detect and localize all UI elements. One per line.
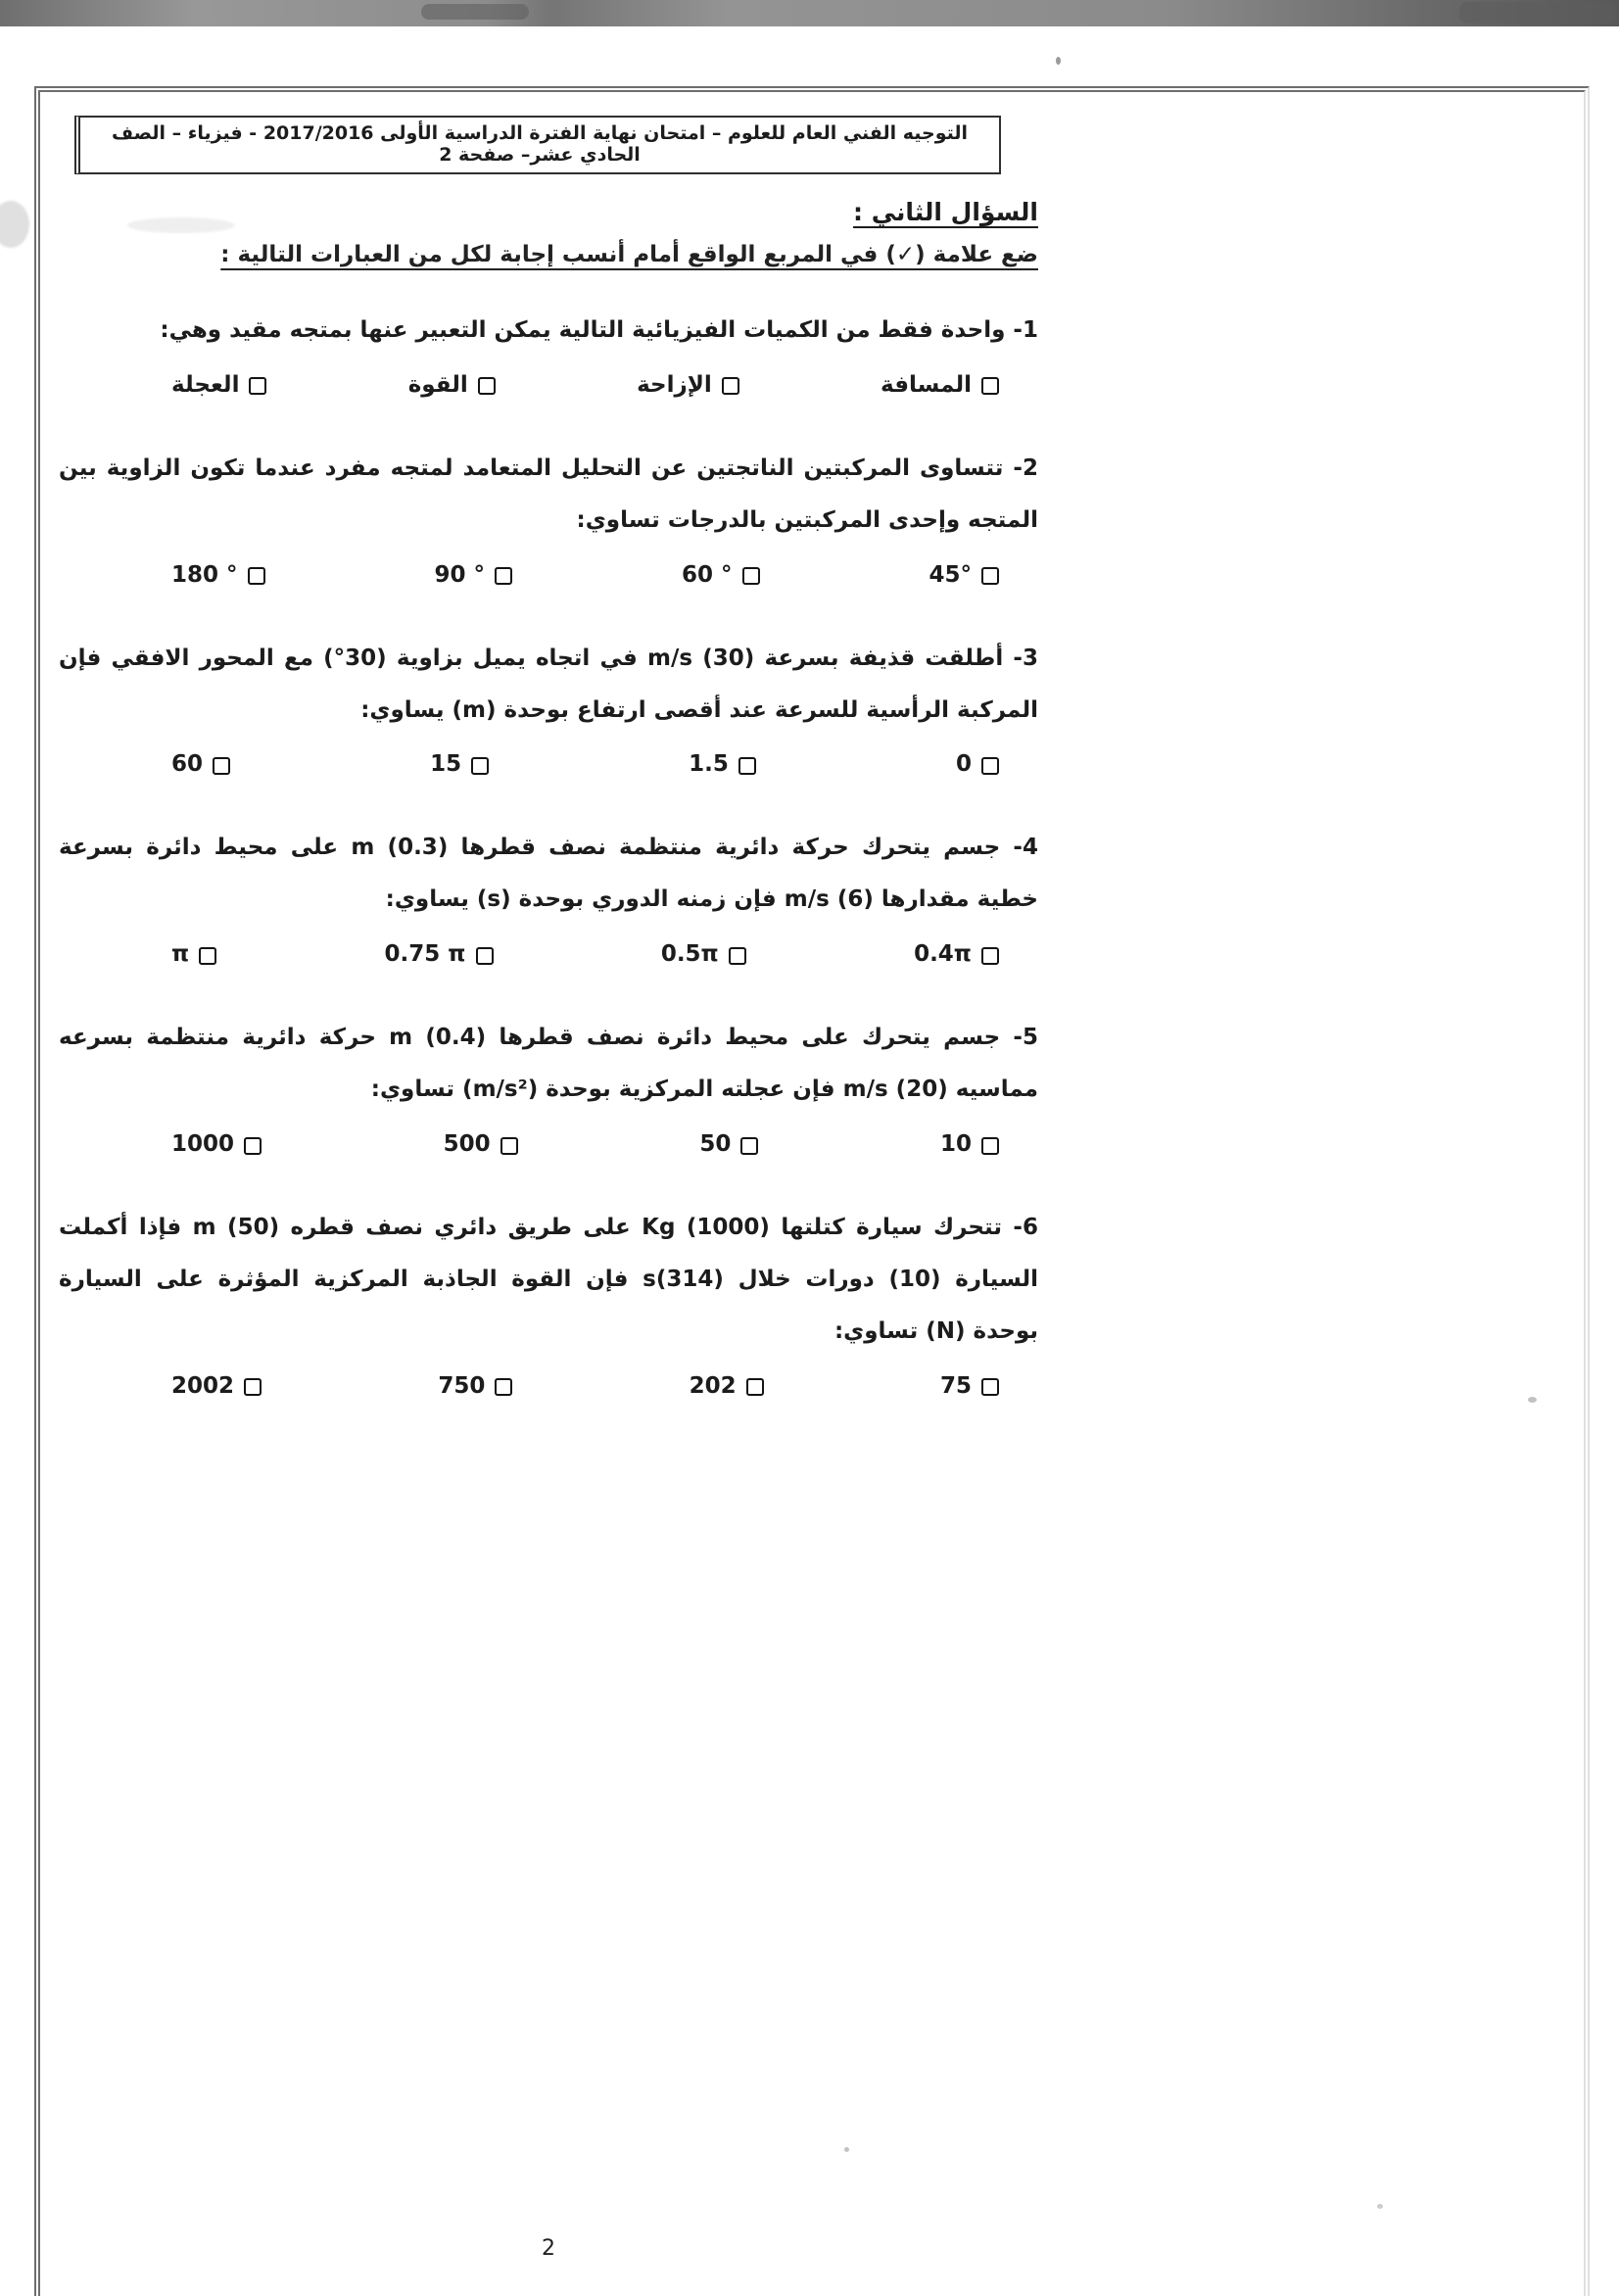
option-label: 0.75 π — [384, 941, 466, 968]
question-4 — [59, 822, 1038, 967]
option — [171, 751, 230, 777]
scan-blotch-artifact — [421, 4, 529, 20]
option-label: 500 — [443, 1131, 491, 1158]
question-4-options — [59, 941, 1038, 967]
exam-header-text: التوجيه الفني العام للعلوم – امتحان نهاية الفترة الدراسية الأولى 2017/2016 - فيزياء – الصف الحادي عشر– صفحة 2 — [111, 122, 969, 166]
option — [940, 1131, 999, 1157]
option-label: 180 ° — [171, 561, 238, 588]
checkbox-icon[interactable] — [738, 757, 756, 775]
option — [171, 562, 265, 588]
checkbox-icon[interactable] — [722, 377, 739, 395]
option — [699, 1131, 758, 1157]
question-1 — [59, 305, 1038, 398]
option — [435, 562, 513, 588]
checkbox-icon[interactable] — [244, 1378, 262, 1396]
checkbox-icon[interactable] — [742, 567, 760, 585]
option-label: 0.5π — [660, 941, 719, 968]
option — [956, 751, 999, 777]
option-label: 1.5 — [689, 751, 729, 778]
question-2-options — [59, 562, 1038, 588]
speck-artifact — [1056, 57, 1061, 65]
checkbox-icon[interactable] — [981, 757, 999, 775]
option-label: الإزاحة — [637, 371, 712, 398]
option — [438, 1373, 512, 1399]
checkbox-icon[interactable] — [981, 947, 999, 965]
checkbox-icon[interactable] — [981, 377, 999, 395]
option — [661, 941, 746, 967]
option-label: 50 — [699, 1131, 732, 1158]
option-label: π — [171, 941, 190, 968]
checkbox-icon[interactable] — [495, 567, 512, 585]
option-label: 90 ° — [434, 561, 486, 588]
checkbox-icon[interactable] — [500, 1137, 518, 1155]
option — [881, 372, 999, 398]
checkbox-icon[interactable] — [478, 377, 496, 395]
option-label: 0 — [955, 751, 972, 778]
option — [444, 1131, 518, 1157]
checkbox-icon[interactable] — [746, 1378, 764, 1396]
option — [637, 372, 739, 398]
question-4-text: 4- جسم يتحرك حركة دائرية منتظمة نصف قطرها (0.3) m على محيط دائرة بسرعة خطية مقدارها (6) m/s فإن زمنه الدوري بوحدة (s) يساوي: — [59, 835, 1038, 913]
checkbox-icon[interactable] — [248, 567, 265, 585]
instructions-text: ضع علامة (✓) في المربع الواقع أمام أنسب إجابة لكل من العبارات التالية : — [220, 242, 1038, 267]
scan-blotch-artifact — [1459, 2, 1616, 24]
question-6-options — [59, 1373, 1038, 1399]
option-label: 0.4π — [914, 941, 972, 968]
question-1-text: 1- واحدة فقط من الكميات الفيزيائية التالية يمكن التعبير عنها بمتجه مقيد وهي: — [160, 317, 1038, 343]
checkbox-icon[interactable] — [981, 1378, 999, 1396]
checkbox-icon[interactable] — [729, 947, 746, 965]
option-label: 750 — [438, 1372, 486, 1399]
checkbox-icon[interactable] — [213, 757, 230, 775]
checkbox-icon[interactable] — [199, 947, 216, 965]
checkbox-icon[interactable] — [471, 757, 489, 775]
option-label: 60 ° — [682, 561, 733, 588]
speck-artifact — [1528, 1397, 1537, 1403]
option-label: 45° — [929, 561, 972, 588]
option-label: 75 — [939, 1372, 972, 1399]
checkbox-icon[interactable] — [244, 1137, 262, 1155]
option-label: العجلة — [171, 371, 240, 398]
option — [682, 562, 760, 588]
option — [171, 1373, 262, 1399]
option-label: المسافة — [881, 371, 972, 398]
option-label: 60 — [171, 751, 204, 778]
option — [914, 941, 999, 967]
option-label: 15 — [430, 751, 462, 778]
option — [929, 562, 999, 588]
page-number: 2 — [542, 2236, 555, 2261]
scan-strip-artifact — [0, 0, 1619, 26]
question-3-options — [59, 751, 1038, 777]
option — [385, 941, 494, 967]
exam-header — [74, 116, 1001, 174]
question-6 — [59, 1202, 1038, 1399]
checkbox-icon[interactable] — [476, 947, 494, 965]
smudge-artifact — [0, 201, 29, 248]
checkbox-icon[interactable] — [249, 377, 266, 395]
option — [940, 1373, 999, 1399]
question-6-text: 6- تتحرك سيارة كتلتها (1000) Kg على طريق دائري نصف قطره (50) m فإذا أكملت السيارة (10) دورات خلال (314)s فإن القوة الجاذبة المركزية المؤثرة على السيارة بوحدة (N) تساوي: — [59, 1215, 1038, 1344]
question-3 — [59, 633, 1038, 778]
option-label: 10 — [939, 1131, 972, 1158]
checkbox-icon[interactable] — [981, 567, 999, 585]
option — [690, 1373, 764, 1399]
option — [171, 1131, 262, 1157]
question-5-text: 5- جسم يتحرك على محيط دائرة نصف قطرها (0.4) m حركة دائرية منتظمة بسرعه مماسيه (20) m/s فإن عجلته المركزية بوحدة (m/s²) تساوي: — [59, 1025, 1038, 1103]
option — [408, 372, 496, 398]
section-title: السؤال الثاني : — [853, 198, 1038, 226]
question-3-text: 3- أطلقت قذيفة بسرعة (30) m/s في اتجاه يميل بزاوية (30°) مع المحور الافقي فإن المركبة الرأسية للسرعة عند أقصى ارتفاع بوحدة (m) يساوي: — [59, 645, 1038, 723]
checkbox-icon[interactable] — [981, 1137, 999, 1155]
exam-page — [59, 116, 1038, 1444]
question-2-text: 2- تتساوى المركبتين الناتجتين عن التحليل المتعامد لمتجه مفرد عندما تكون الزاوية بين المتجه وإحدى المركبتين بالدرجات تساوي: — [59, 454, 1038, 533]
checkbox-icon[interactable] — [495, 1378, 512, 1396]
option-label: القوة — [407, 371, 468, 398]
question-5-options — [59, 1131, 1038, 1157]
option-label: 202 — [689, 1372, 737, 1399]
question-1-options — [59, 372, 1038, 398]
speck-artifact — [844, 2147, 849, 2152]
option-label: 2002 — [171, 1372, 235, 1399]
question-2 — [59, 443, 1038, 588]
question-5 — [59, 1012, 1038, 1157]
speck-artifact — [1377, 2204, 1383, 2209]
option — [689, 751, 756, 777]
checkbox-icon[interactable] — [740, 1137, 758, 1155]
option-label: 1000 — [171, 1131, 235, 1158]
option — [171, 941, 216, 967]
option — [171, 372, 266, 398]
option — [430, 751, 489, 777]
